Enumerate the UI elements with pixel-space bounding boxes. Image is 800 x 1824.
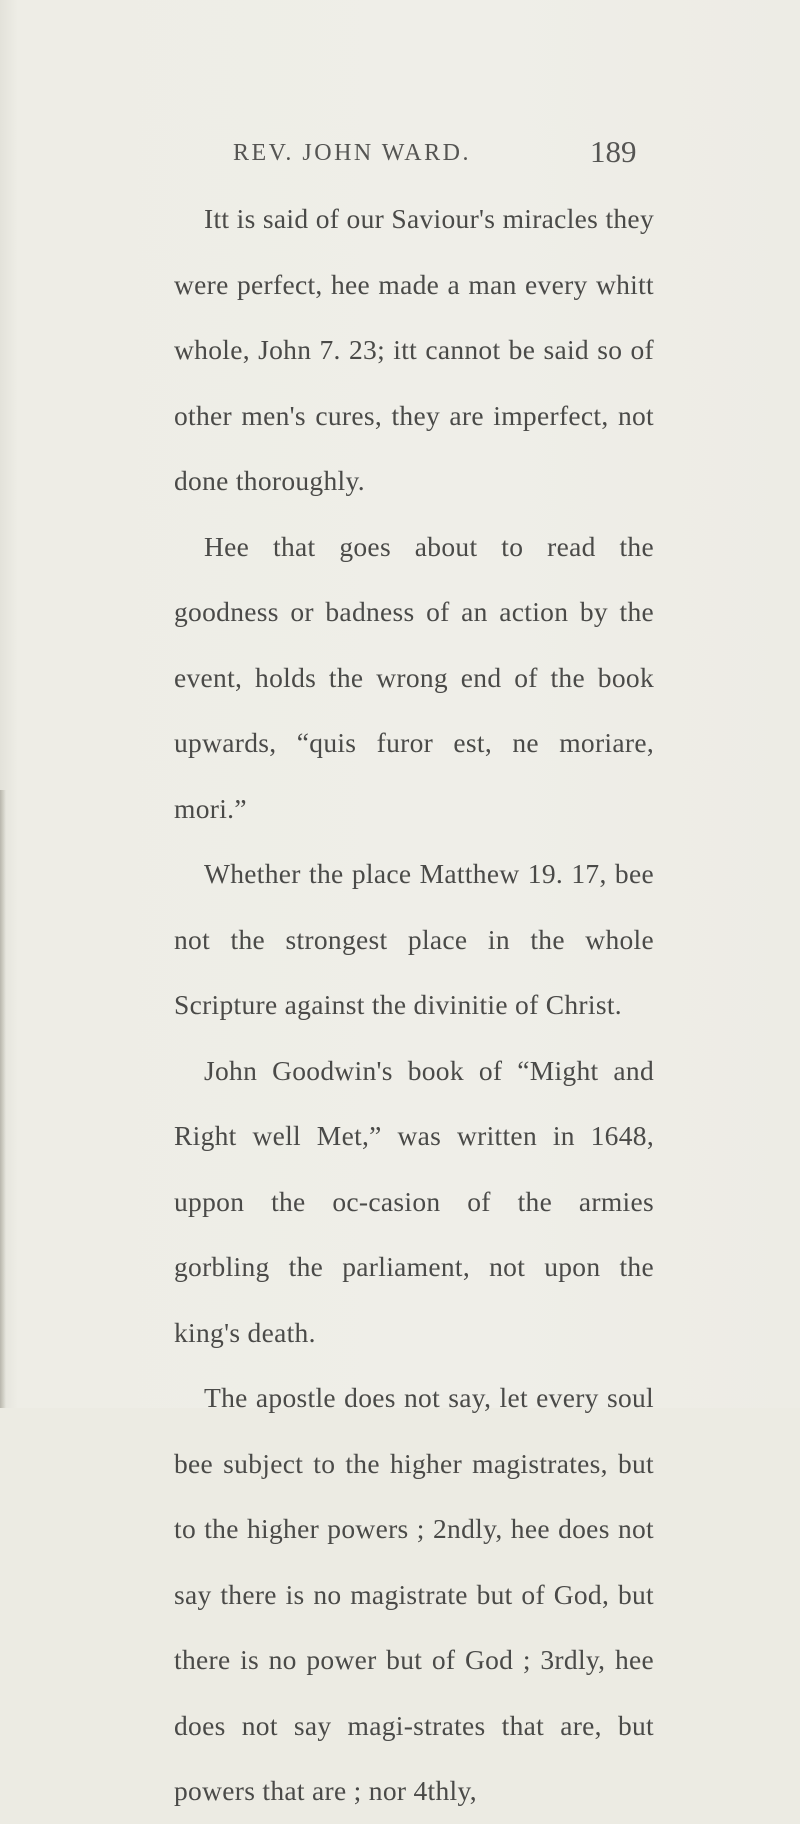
paragraph-john-goodwin: John Goodwin's book of “Might and Right well Met,” was written in 1648, uppon the oc-casion of the armies gorbling the parliament, not upon the king's death.: [174, 1054, 654, 1348]
running-head-title: REV. JOHN WARD.: [233, 140, 471, 166]
paragraph-saviours-miracles: Itt is said of our Saviour's miracles they were perfect, hee made a man every whitt whole, John 7. 23; itt cannot be said so of other men's cures, they are imperfect, not done thoroughly.: [174, 203, 654, 496]
paragraph-higher-powers: The apostle does not say, let every soul bee subject to the higher magistrates, but to the higher powers ; 2ndly, hee does not say there is no magistrate but of God, but there is no power but of God ; 3rdly, hee does not say magi-strates that are, but powers that are ; nor 4thly,: [174, 1382, 654, 1806]
page-edge-shadow: [0, 790, 6, 1408]
paragraph-goodness-or-badness: Hee that goes about to read the goodness or badness of an action by the event, holds the wrong end of the book upwards, “quis furor est, ne moriare, mori.”: [174, 530, 654, 824]
paragraph-matthew-19-17: Whether the place Matthew 19. 17, bee not the strongest place in the whole Scripture against the divinitie of Christ.: [174, 858, 654, 1020]
page-number: 189: [590, 134, 637, 169]
body-text: [174, 186, 654, 1824]
